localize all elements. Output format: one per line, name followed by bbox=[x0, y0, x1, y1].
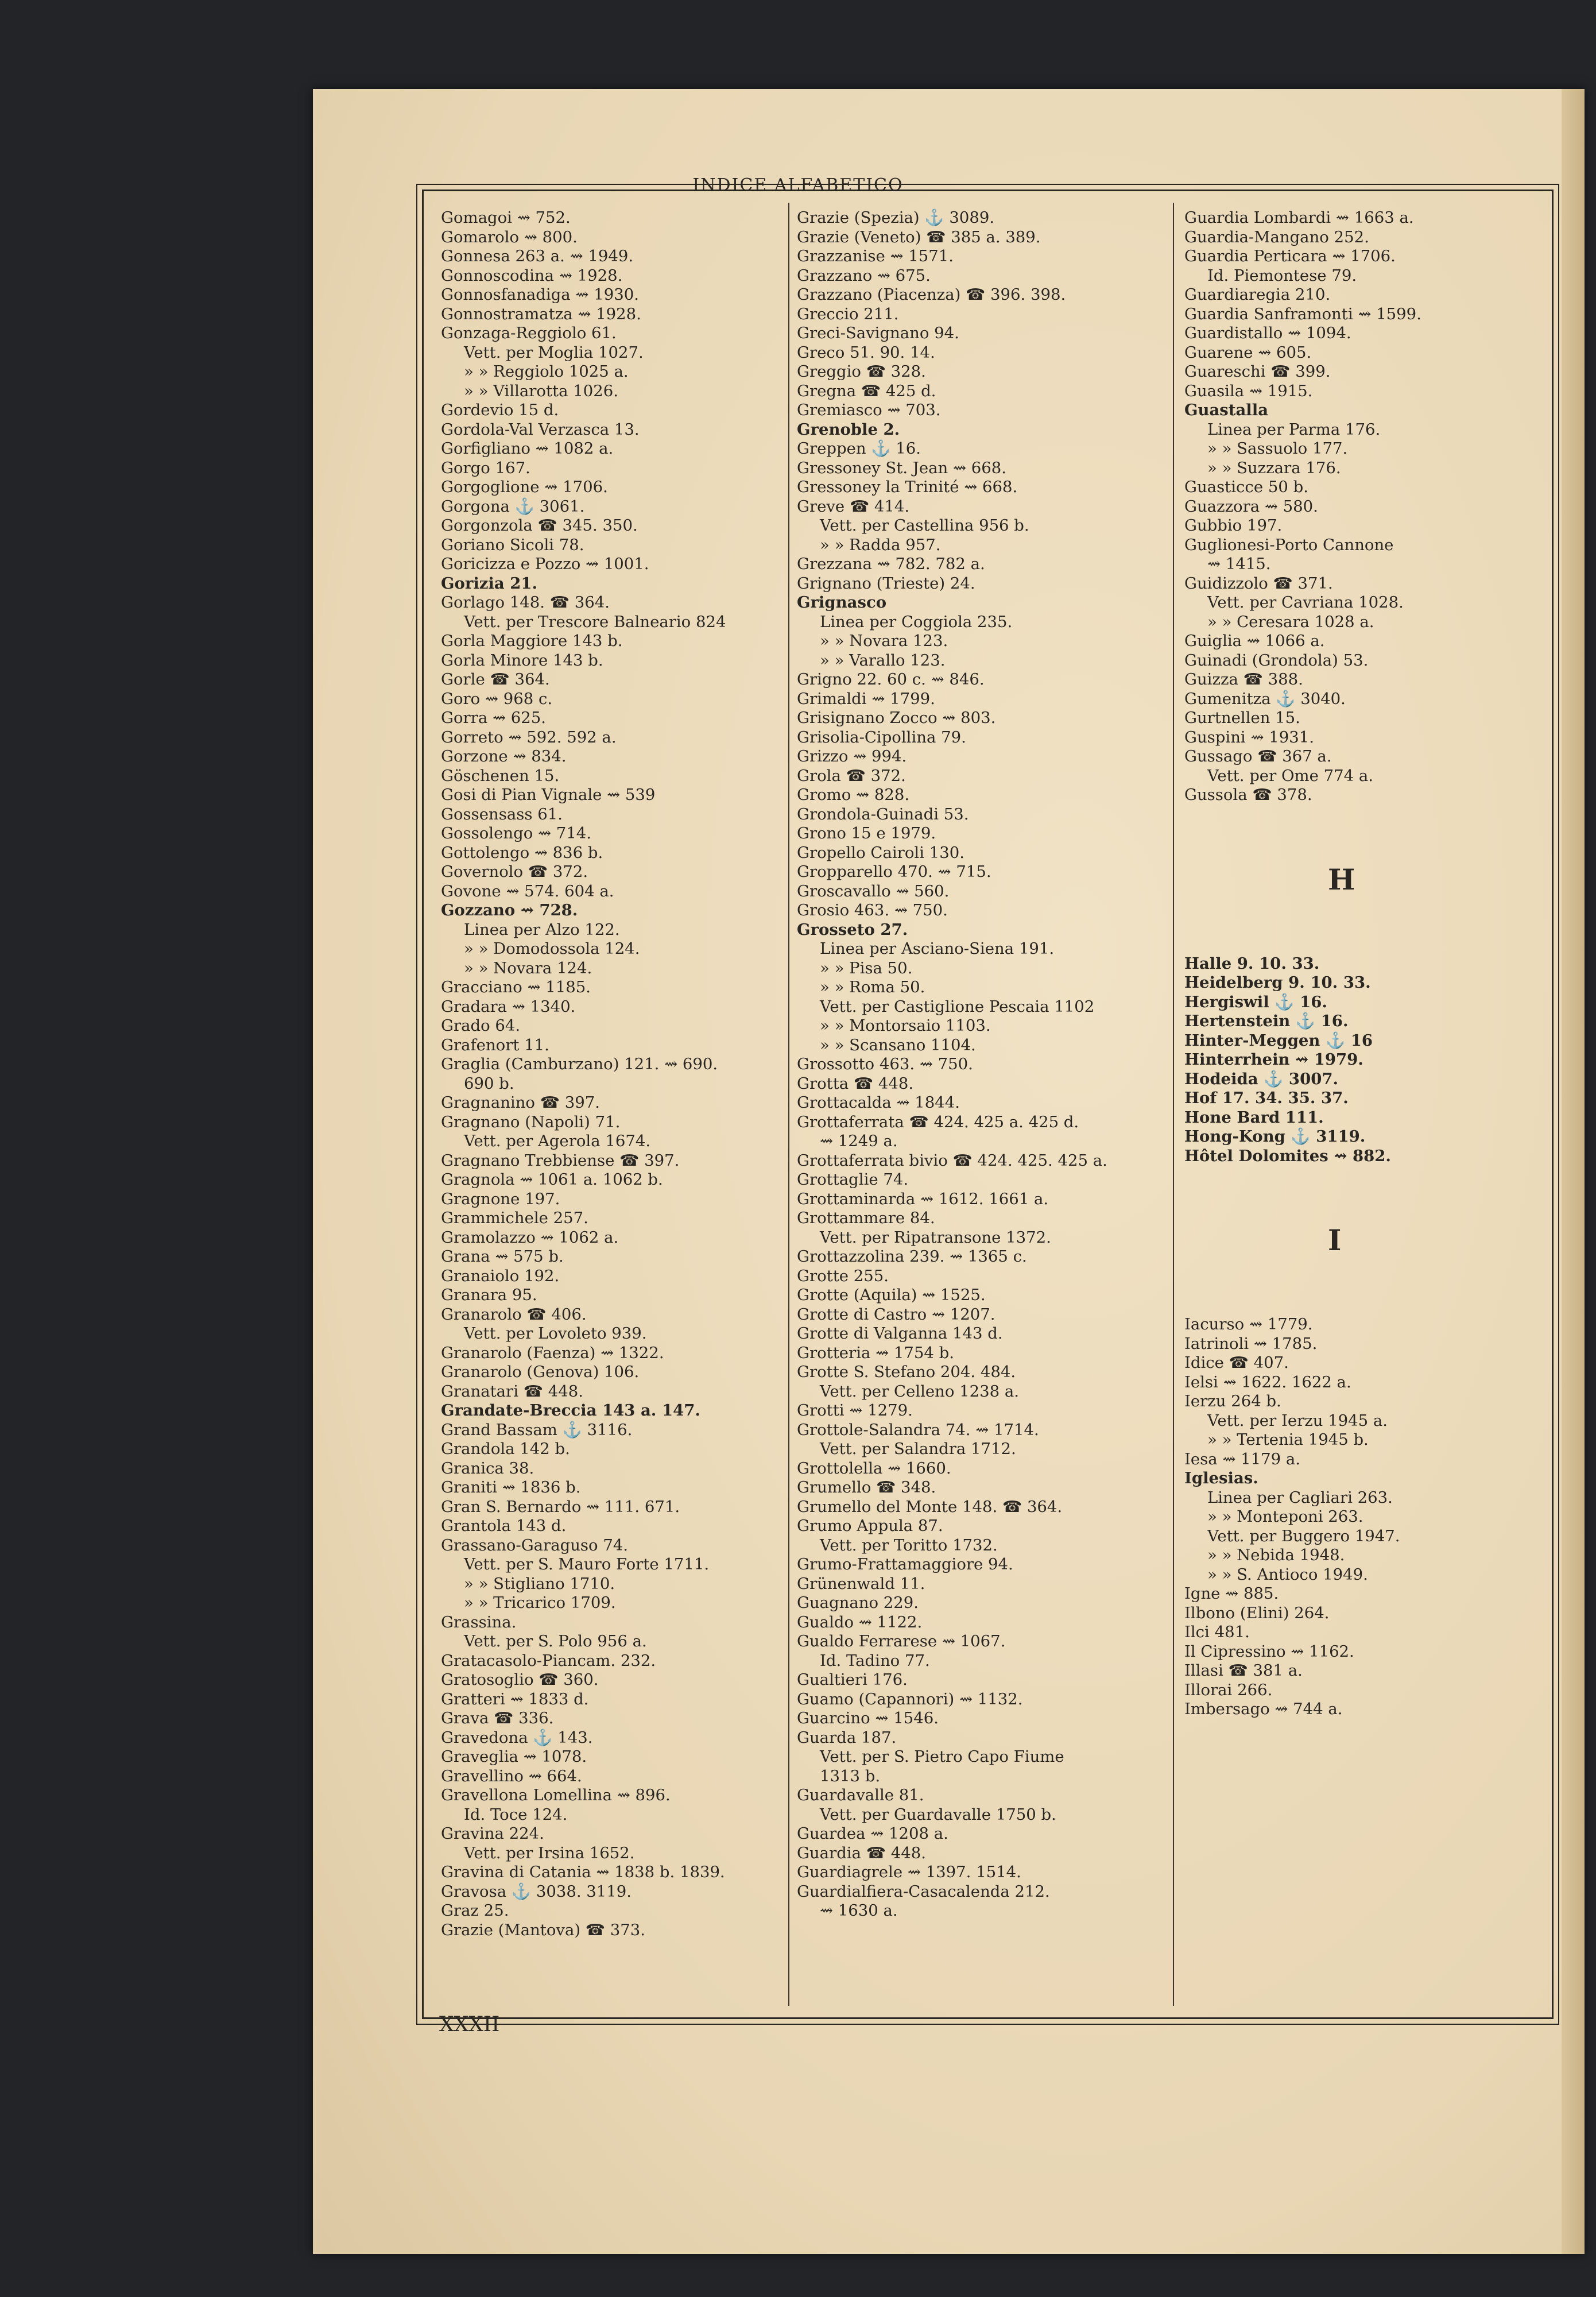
index-entry: Hong-Kong ⚓ 3119. bbox=[1184, 1127, 1366, 1146]
index-entry: Grottacalda ⇝ 1844. bbox=[797, 1093, 960, 1112]
index-entry: Grottaminarda ⇝ 1612. 1661 a. bbox=[797, 1189, 1049, 1208]
index-entry: Grottolella ⇝ 1660. bbox=[797, 1459, 951, 1478]
index-entry: Iacurso ⇝ 1779. bbox=[1184, 1315, 1313, 1333]
book-spine bbox=[1562, 89, 1585, 2254]
index-entry: Illorai 266. bbox=[1184, 1680, 1273, 1699]
index-entry: Gressoney la Trinité ⇝ 668. bbox=[797, 478, 1018, 496]
index-entry: Goriano Sicoli 78. bbox=[441, 535, 584, 554]
index-entry: Graveglia ⇝ 1078. bbox=[441, 1747, 587, 1766]
index-entry: Gravedona ⚓ 143. bbox=[441, 1728, 593, 1747]
index-entry: Granaiolo 192. bbox=[441, 1266, 560, 1285]
index-entry: Gorgo 167. bbox=[441, 458, 530, 477]
index-entry: Guglionesi-Porto Cannone bbox=[1184, 535, 1394, 554]
index-entry: Guarda 187. bbox=[797, 1728, 897, 1747]
index-entry: 690 b. bbox=[464, 1074, 514, 1093]
index-entry: Grossotto 463. ⇝ 750. bbox=[797, 1055, 973, 1073]
index-entry: Gorizia 21. bbox=[441, 574, 538, 593]
index-entry: Grottazzolina 239. ⇝ 1365 c. bbox=[797, 1247, 1027, 1266]
index-entry: Grottole-Salandra 74. ⇝ 1714. bbox=[797, 1420, 1039, 1439]
index-entry: Greggio ☎ 328. bbox=[797, 362, 926, 381]
index-entry: ⇝ 1630 a. bbox=[820, 1901, 898, 1920]
index-entry: Gropparello 470. ⇝ 715. bbox=[797, 863, 991, 881]
index-entry: Gordevio 15 d. bbox=[441, 401, 559, 419]
index-entry: Grassano-Garaguso 74. bbox=[441, 1536, 629, 1554]
index-entry: Vett. per Irsina 1652. bbox=[464, 1843, 635, 1862]
index-entry: Iglesias. bbox=[1184, 1469, 1258, 1487]
index-entry: Ierzu 264 b. bbox=[1184, 1392, 1281, 1410]
index-entry: Greccio 211. bbox=[797, 304, 899, 323]
page-number: XXXII bbox=[439, 2013, 500, 2036]
index-entry: » » Villarotta 1026. bbox=[464, 381, 618, 400]
index-entry: Graniti ⇝ 1836 b. bbox=[441, 1478, 581, 1496]
index-entry: Gumenitza ⚓ 3040. bbox=[1184, 689, 1346, 708]
index-entry: Guardialfiera-Casacalenda 212. bbox=[797, 1882, 1050, 1901]
index-entry: Grenoble 2. bbox=[797, 420, 900, 439]
index-entry: Gorla Minore 143 b. bbox=[441, 651, 603, 670]
index-entry: » » Monteponi 263. bbox=[1207, 1507, 1363, 1526]
index-entry: Grandola 142 b. bbox=[441, 1440, 570, 1458]
index-entry: Greci-Savignano 94. bbox=[797, 324, 959, 342]
index-entry: Grotte S. Stefano 204. 484. bbox=[797, 1363, 1016, 1381]
index-entry: Graz 25. bbox=[441, 1901, 509, 1920]
index-entry: Vett. per Ripatransone 1372. bbox=[820, 1228, 1051, 1247]
index-entry: Hergiswil ⚓ 16. bbox=[1184, 992, 1327, 1011]
index-entry: Grazie (Veneto) ☎ 385 a. 389. bbox=[797, 227, 1041, 246]
index-entry: Guspini ⇝ 1931. bbox=[1184, 728, 1314, 747]
index-entry: Gozzano ⇝ 728. bbox=[441, 901, 578, 919]
index-entry: Grammichele 257. bbox=[441, 1209, 588, 1227]
index-entry: Greco 51. 90. 14. bbox=[797, 343, 935, 362]
index-entry: Guareschi ☎ 399. bbox=[1184, 362, 1331, 381]
index-entry: Gratteri ⇝ 1833 d. bbox=[441, 1689, 589, 1708]
index-entry: Linea per Asciano-Siena 191. bbox=[820, 939, 1055, 958]
index-entry: Grottaferrata bivio ☎ 424. 425. 425 a. bbox=[797, 1151, 1107, 1170]
i-entries bbox=[1184, 1315, 1540, 1719]
index-entry: Hinter-Meggen ⚓ 16 bbox=[1184, 1031, 1373, 1050]
index-entry: Gracciano ⇝ 1185. bbox=[441, 978, 591, 996]
index-entry: Grafenort 11. bbox=[441, 1035, 549, 1054]
index-frame bbox=[422, 190, 1554, 2019]
index-entry: Governolo ☎ 372. bbox=[441, 863, 588, 881]
index-entry: Grava ☎ 336. bbox=[441, 1709, 554, 1727]
index-entry: Gomagoi ⇝ 752. bbox=[441, 208, 571, 227]
index-entry: Id. Piemontese 79. bbox=[1207, 266, 1357, 285]
index-entry: Il Cipressino ⇝ 1162. bbox=[1184, 1642, 1354, 1661]
page-header: INDICE ALFABETICO bbox=[692, 175, 904, 195]
index-entry: Gonnosfanadiga ⇝ 1930. bbox=[441, 285, 639, 304]
index-entry: Guarene ⇝ 605. bbox=[1184, 343, 1312, 362]
index-entry: » » Tertenia 1945 b. bbox=[1207, 1430, 1369, 1449]
index-entry: Gramolazzo ⇝ 1062 a. bbox=[441, 1228, 619, 1247]
index-entry: Gottolengo ⇝ 836 b. bbox=[441, 843, 603, 862]
index-entry: Guardia ☎ 448. bbox=[797, 1843, 926, 1862]
index-entry: Gurtnellen 15. bbox=[1184, 709, 1300, 727]
index-entry: Guardistallo ⇝ 1094. bbox=[1184, 324, 1351, 342]
index-entry: Grotti ⇝ 1279. bbox=[797, 1401, 913, 1420]
index-entry: » » Novara 123. bbox=[820, 632, 948, 650]
index-entry: » » Domodossola 124. bbox=[464, 939, 640, 958]
index-entry: Guiglia ⇝ 1066 a. bbox=[1184, 632, 1325, 650]
index-entry: Grumello ☎ 348. bbox=[797, 1478, 936, 1496]
index-entry: Linea per Cagliari 263. bbox=[1207, 1488, 1393, 1507]
index-entry: Gonnesa 263 a. ⇝ 1949. bbox=[441, 247, 634, 265]
index-entry: Grosseto 27. bbox=[797, 920, 908, 939]
index-entry: Vett. per Buggero 1947. bbox=[1207, 1526, 1400, 1545]
index-entry: Vett. per Ome 774 a. bbox=[1207, 766, 1373, 785]
index-entry: Grotteria ⇝ 1754 b. bbox=[797, 1343, 954, 1362]
index-entry: Goricizza e Pozzo ⇝ 1001. bbox=[441, 555, 649, 573]
index-entry: Grottaglie 74. bbox=[797, 1170, 909, 1189]
index-entry: Grotte (Aquila) ⇝ 1525. bbox=[797, 1286, 986, 1304]
index-entry: » » Ceresara 1028 a. bbox=[1207, 612, 1374, 631]
index-entry: Guasticce 50 b. bbox=[1184, 478, 1308, 496]
h-entries bbox=[1184, 954, 1540, 1166]
index-entry: Vett. per S. Pietro Capo Fiume bbox=[820, 1747, 1064, 1766]
index-entry: Gualdo ⇝ 1122. bbox=[797, 1612, 923, 1631]
index-entry: Gussola ☎ 378. bbox=[1184, 786, 1312, 804]
index-entry: Gualdo Ferrarese ⇝ 1067. bbox=[797, 1632, 1006, 1650]
index-entry: Hinterrhein ⇝ 1979. bbox=[1184, 1050, 1363, 1069]
index-entry: Govone ⇝ 574. 604 a. bbox=[441, 881, 614, 900]
index-column-1 bbox=[441, 208, 785, 1940]
index-entry: Grizzo ⇝ 994. bbox=[797, 747, 907, 765]
index-entry: Granarolo ☎ 406. bbox=[441, 1305, 587, 1324]
index-entry: 1313 b. bbox=[820, 1766, 881, 1785]
index-entry: Idice ☎ 407. bbox=[1184, 1354, 1289, 1372]
index-entry: Goro ⇝ 968 c. bbox=[441, 689, 553, 708]
index-entry: Grignano (Trieste) 24. bbox=[797, 574, 975, 593]
index-entry: » » Novara 124. bbox=[464, 958, 592, 977]
index-entry: Gossensass 61. bbox=[441, 805, 563, 823]
index-entry: Gravosa ⚓ 3038. 3119. bbox=[441, 1882, 632, 1901]
index-entry: Vett. per Moglia 1027. bbox=[464, 343, 644, 362]
index-entry: Grignasco bbox=[797, 593, 887, 612]
index-entry: Ilbono (Elini) 264. bbox=[1184, 1603, 1330, 1622]
index-entry: Vett. per Castellina 956 b. bbox=[820, 516, 1029, 535]
index-entry: » » Nebida 1948. bbox=[1207, 1546, 1345, 1564]
index-entry: Id. Toce 124. bbox=[464, 1805, 568, 1824]
index-entry: Grazie (Spezia) ⚓ 3089. bbox=[797, 208, 995, 227]
index-column-2 bbox=[797, 208, 1153, 1921]
index-entry: Vett. per S. Polo 956 a. bbox=[464, 1632, 647, 1650]
index-column-3 bbox=[1184, 208, 1540, 1719]
index-entry: Gressoney St. Jean ⇝ 668. bbox=[797, 458, 1006, 477]
index-entry: Vett. per Castiglione Pescaia 1102 bbox=[820, 997, 1095, 1016]
index-entry: Linea per Parma 176. bbox=[1207, 420, 1381, 439]
section-letter-i: I bbox=[1328, 1223, 1342, 1257]
index-entry: Gomarolo ⇝ 800. bbox=[441, 227, 578, 246]
index-entry: » » Roma 50. bbox=[820, 978, 925, 996]
index-entry: Grana ⇝ 575 b. bbox=[441, 1247, 564, 1266]
index-entry: Granara 95. bbox=[441, 1286, 537, 1304]
index-entry: Guardavalle 81. bbox=[797, 1786, 924, 1804]
index-entry: Guidizzolo ☎ 371. bbox=[1184, 574, 1333, 593]
index-entry: » » Scansano 1104. bbox=[820, 1035, 976, 1054]
index-entry: Grottaferrata ☎ 424. 425 a. 425 d. bbox=[797, 1112, 1079, 1131]
index-entry: Gordola-Val Verzasca 13. bbox=[441, 420, 640, 439]
index-entry: Gorreto ⇝ 592. 592 a. bbox=[441, 728, 617, 747]
index-entry: Gratosoglio ☎ 360. bbox=[441, 1670, 599, 1689]
index-entry: Grotte di Valganna 143 d. bbox=[797, 1324, 1003, 1343]
index-entry: Grado 64. bbox=[441, 1016, 521, 1035]
index-entry: Hone Bard 111. bbox=[1184, 1108, 1324, 1127]
index-entry: Heidelberg 9. 10. 33. bbox=[1184, 973, 1371, 992]
index-entry: Gorla Maggiore 143 b. bbox=[441, 632, 623, 650]
index-entry: Grand Bassam ⚓ 3116. bbox=[441, 1420, 633, 1439]
index-entry: Grotta ☎ 448. bbox=[797, 1074, 914, 1093]
index-entry: Grezzana ⇝ 782. 782 a. bbox=[797, 555, 985, 573]
index-entry: Guazzora ⇝ 580. bbox=[1184, 497, 1318, 516]
index-entry: Grola ☎ 372. bbox=[797, 766, 906, 785]
index-entry: » » Varallo 123. bbox=[820, 651, 946, 670]
index-entry: Groscavallo ⇝ 560. bbox=[797, 881, 950, 900]
index-entry: » » Pisa 50. bbox=[820, 958, 913, 977]
index-entry: Guasila ⇝ 1915. bbox=[1184, 381, 1313, 400]
index-entry: Gorfigliano ⇝ 1082 a. bbox=[441, 439, 614, 458]
index-entry: Guardia Sanframonti ⇝ 1599. bbox=[1184, 304, 1421, 323]
index-entry: Guinadi (Grondola) 53. bbox=[1184, 651, 1369, 670]
index-entry: » » Radda 957. bbox=[820, 535, 941, 554]
index-entry: » » Montorsaio 1103. bbox=[820, 1016, 991, 1035]
index-entry: Gorgoglione ⇝ 1706. bbox=[441, 478, 608, 496]
index-entry: Gragnano Trebbiense ☎ 397. bbox=[441, 1151, 680, 1170]
index-entry: Grono 15 e 1979. bbox=[797, 824, 936, 842]
index-entry: Gossolengo ⇝ 714. bbox=[441, 824, 592, 842]
index-entry: Gussago ☎ 367 a. bbox=[1184, 747, 1332, 765]
index-entry: Guarcino ⇝ 1546. bbox=[797, 1709, 939, 1727]
index-entry: Imbersago ⇝ 744 a. bbox=[1184, 1700, 1343, 1718]
index-entry: Guardia Perticara ⇝ 1706. bbox=[1184, 247, 1396, 265]
index-entry: Granatari ☎ 448. bbox=[441, 1382, 583, 1401]
index-entry: Gragnano (Napoli) 71. bbox=[441, 1112, 621, 1131]
index-entry: Grazzano (Piacenza) ☎ 396. 398. bbox=[797, 285, 1066, 304]
index-entry: Vett. per Agerola 1674. bbox=[464, 1132, 651, 1150]
index-entry: Gorra ⇝ 625. bbox=[441, 709, 546, 727]
index-entry: Gravina 224. bbox=[441, 1824, 544, 1843]
index-entry: Gratacasolo-Piancam. 232. bbox=[441, 1651, 656, 1670]
index-entry: Gorzone ⇝ 834. bbox=[441, 747, 567, 765]
index-entry: Igne ⇝ 885. bbox=[1184, 1584, 1279, 1603]
index-entry: Hodeida ⚓ 3007. bbox=[1184, 1069, 1339, 1088]
index-entry: Gosi di Pian Vignale ⇝ 539 bbox=[441, 786, 656, 804]
index-entry: Granarolo (Faenza) ⇝ 1322. bbox=[441, 1343, 664, 1362]
index-entry: Gravellino ⇝ 664. bbox=[441, 1766, 582, 1785]
index-entry: Vett. per Trescore Balneario 824 bbox=[464, 612, 726, 631]
index-entry: Gorle ☎ 364. bbox=[441, 670, 550, 689]
index-entry: Gradara ⇝ 1340. bbox=[441, 997, 576, 1016]
column-divider bbox=[1173, 203, 1174, 2006]
index-entry: Vett. per Toritto 1732. bbox=[820, 1536, 998, 1554]
index-entry: Grisolia-Cipollina 79. bbox=[797, 728, 966, 747]
index-entry: Grantola 143 d. bbox=[441, 1517, 567, 1535]
index-entry: Vett. per S. Mauro Forte 1711. bbox=[464, 1555, 710, 1573]
index-entry: Ielsi ⇝ 1622. 1622 a. bbox=[1184, 1372, 1351, 1391]
index-entry: Hof 17. 34. 35. 37. bbox=[1184, 1089, 1349, 1107]
index-entry: Illasi ☎ 381 a. bbox=[1184, 1661, 1303, 1680]
index-entry: Vett. per Ierzu 1945 a. bbox=[1207, 1411, 1388, 1430]
index-entry: Vett. per Lovoleto 939. bbox=[464, 1324, 647, 1343]
index-entry: Grotte 255. bbox=[797, 1266, 889, 1285]
index-entry: Grimaldi ⇝ 1799. bbox=[797, 689, 935, 708]
index-entry: Vett. per Celleno 1238 a. bbox=[820, 1382, 1020, 1401]
index-entry: Grassina. bbox=[441, 1612, 517, 1631]
index-entry: Grotte di Castro ⇝ 1207. bbox=[797, 1305, 995, 1324]
index-entry: Gubbio 197. bbox=[1184, 516, 1283, 535]
index-entry: Ilci 481. bbox=[1184, 1623, 1250, 1641]
index-entry: Vett. per Cavriana 1028. bbox=[1207, 593, 1404, 612]
index-entry: Iesa ⇝ 1179 a. bbox=[1184, 1449, 1301, 1468]
index-entry: Guamo (Capannori) ⇝ 1132. bbox=[797, 1689, 1023, 1708]
index-entry: » » Sassuolo 177. bbox=[1207, 439, 1348, 458]
index-entry: Gorgonzola ☎ 345. 350. bbox=[441, 516, 638, 535]
index-entry: Gonnoscodina ⇝ 1928. bbox=[441, 266, 623, 285]
index-entry: Gragnanino ☎ 397. bbox=[441, 1093, 600, 1112]
index-entry: Gualtieri 176. bbox=[797, 1670, 908, 1689]
index-entry: Vett. per Salandra 1712. bbox=[820, 1440, 1016, 1458]
index-entry: » » Suzzara 176. bbox=[1207, 458, 1341, 477]
index-entry: Hôtel Dolomites ⇝ 882. bbox=[1184, 1146, 1391, 1165]
index-entry: Gravina di Catania ⇝ 1838 b. 1839. bbox=[441, 1863, 725, 1881]
index-entry: Guardia Lombardi ⇝ 1663 a. bbox=[1184, 208, 1414, 227]
index-entry: Guardiaregia 210. bbox=[1184, 285, 1331, 304]
index-entry: Gorgona ⚓ 3061. bbox=[441, 497, 585, 516]
index-entry: Granica 38. bbox=[441, 1459, 534, 1478]
index-entry: Grazzano ⇝ 675. bbox=[797, 266, 931, 285]
index-entry: Gremiasco ⇝ 703. bbox=[797, 401, 941, 419]
index-entry: Grigno 22. 60 c. ⇝ 846. bbox=[797, 670, 985, 689]
column-divider bbox=[788, 203, 789, 2006]
index-entry: Graglia (Camburzano) 121. ⇝ 690. bbox=[441, 1055, 718, 1073]
index-entry: Grosio 463. ⇝ 750. bbox=[797, 901, 948, 919]
index-entry: Grottammare 84. bbox=[797, 1209, 935, 1227]
index-entry: Gromo ⇝ 828. bbox=[797, 786, 910, 804]
index-entry: Grünenwald 11. bbox=[797, 1574, 925, 1593]
index-entry: Gragnone 197. bbox=[441, 1189, 560, 1208]
index-entry: Guardea ⇝ 1208 a. bbox=[797, 1824, 948, 1843]
index-entry: » » Stigliano 1710. bbox=[464, 1574, 615, 1593]
index-entry: Grazie (Mantova) ☎ 373. bbox=[441, 1920, 646, 1939]
index-entry: Grisignano Zocco ⇝ 803. bbox=[797, 709, 996, 727]
index-entry: Gropello Cairoli 130. bbox=[797, 843, 964, 862]
index-entry: Linea per Coggiola 235. bbox=[820, 612, 1013, 631]
index-entry: Guastalla bbox=[1184, 401, 1269, 419]
index-entry: Gravellona Lomellina ⇝ 896. bbox=[441, 1786, 671, 1804]
index-entry: Guardiagrele ⇝ 1397. 1514. bbox=[797, 1863, 1021, 1881]
index-entry: Guizza ☎ 388. bbox=[1184, 670, 1303, 689]
index-entry: Gragnola ⇝ 1061 a. 1062 b. bbox=[441, 1170, 663, 1189]
index-entry: Grumo-Frattamaggiore 94. bbox=[797, 1555, 1013, 1573]
index-entry: Greve ☎ 414. bbox=[797, 497, 910, 516]
index-entry: Grazzanise ⇝ 1571. bbox=[797, 247, 954, 265]
index-entry: Gonnostramatza ⇝ 1928. bbox=[441, 304, 641, 323]
index-entry: Linea per Alzo 122. bbox=[464, 920, 620, 939]
index-entry: Hertenstein ⚓ 16. bbox=[1184, 1012, 1349, 1030]
index-entry: Gonzaga-Reggiolo 61. bbox=[441, 324, 617, 342]
index-entry: Grandate-Breccia 143 a. 147. bbox=[441, 1401, 700, 1420]
index-entry: Halle 9. 10. 33. bbox=[1184, 954, 1320, 973]
g-entries bbox=[1184, 208, 1540, 805]
index-entry: Grondola-Guinadi 53. bbox=[797, 805, 969, 823]
index-entry: Göschenen 15. bbox=[441, 766, 560, 785]
index-entry: Gregna ☎ 425 d. bbox=[797, 381, 936, 400]
index-entry: Greppen ⚓ 16. bbox=[797, 439, 921, 458]
index-entry: Guardia-Mangano 252. bbox=[1184, 227, 1369, 246]
index-entry: » » Reggiolo 1025 a. bbox=[464, 362, 629, 381]
index-entry: Granarolo (Genova) 106. bbox=[441, 1363, 640, 1381]
index-entry: Guagnano 229. bbox=[797, 1594, 919, 1612]
index-entry: Grumello del Monte 148. ☎ 364. bbox=[797, 1497, 1063, 1516]
section-letter-h: H bbox=[1328, 862, 1355, 896]
index-entry: Iatrinoli ⇝ 1785. bbox=[1184, 1334, 1318, 1353]
index-entry: ⇝ 1249 a. bbox=[820, 1132, 898, 1150]
index-entry: ⇝ 1415. bbox=[1207, 555, 1271, 573]
index-entry: Grumo Appula 87. bbox=[797, 1517, 943, 1535]
index-entry: Vett. per Guardavalle 1750 b. bbox=[820, 1805, 1056, 1824]
index-entry: » » Tricarico 1709. bbox=[464, 1594, 616, 1612]
index-entry: Gorlago 148. ☎ 364. bbox=[441, 593, 610, 612]
index-entry: » » S. Antioco 1949. bbox=[1207, 1565, 1368, 1584]
index-entry: Id. Tadino 77. bbox=[820, 1651, 930, 1670]
index-entry: Gran S. Bernardo ⇝ 111. 671. bbox=[441, 1497, 680, 1516]
